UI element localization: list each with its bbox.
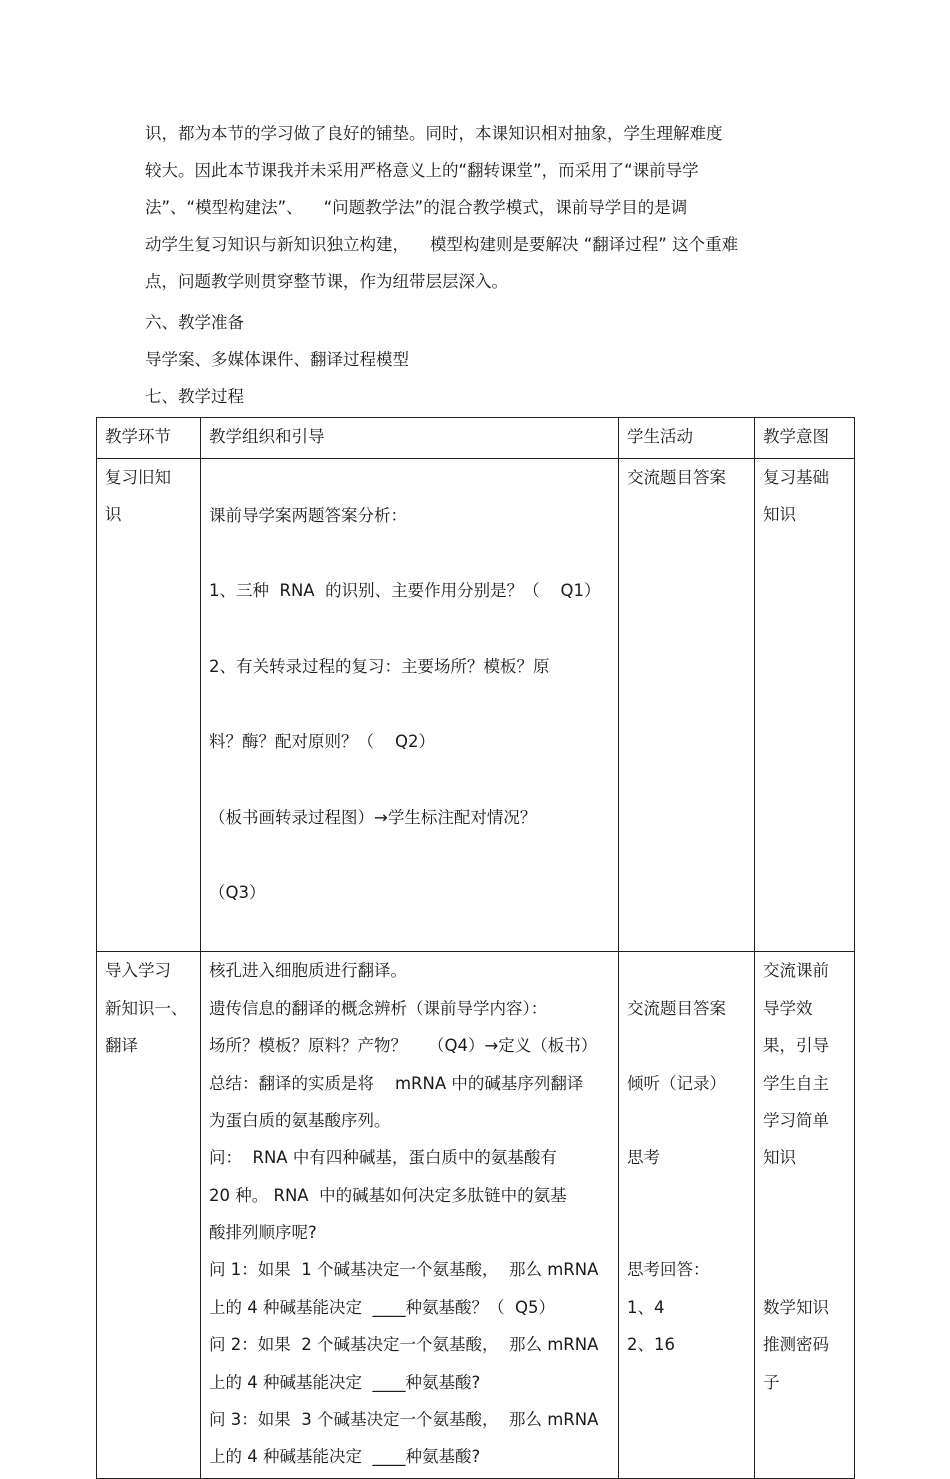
- activity-cell: [619, 459, 755, 952]
- cell-line: 上的 4 种碱基能决定 ____种氨基酸？（ Q5）: [209, 1297, 555, 1317]
- cell-line: 上的 4 种碱基能决定 ____种氨基酸?: [209, 1447, 481, 1467]
- cell-line: 复习基础: [763, 468, 829, 487]
- cell-line: 酸排列顺序呢?: [209, 1223, 317, 1243]
- cell-line: 2、有关转录过程的复习：主要场所？模板？原: [209, 656, 550, 676]
- cell-line: 数学知识: [763, 1297, 829, 1317]
- cell-line: 核孔进入细胞质进行翻译。: [209, 961, 407, 981]
- header-cell-guide: 教学组织和引导: [201, 418, 619, 459]
- cell-line: （Q3）: [209, 882, 266, 902]
- stage-cell: [97, 952, 201, 1478]
- cell-line: 2、16: [627, 1335, 675, 1355]
- cell-line: 为蛋白质的氨基酸序列。: [209, 1110, 391, 1130]
- cell-line: 学生自主: [763, 1073, 829, 1093]
- cell-line: 知识: [763, 1148, 796, 1168]
- teaching-process-table: [96, 417, 855, 1479]
- table-header-row: [97, 418, 855, 459]
- section6-title: 六、教学准备: [145, 313, 244, 332]
- activity-cell: [619, 952, 755, 1478]
- paragraph-line: 法”、“模型构建法”、 “问题教学法”的混合教学模式，课前导学目的是调: [145, 198, 688, 217]
- cell-line: 导入学习: [105, 961, 171, 981]
- intent-cell: [755, 952, 855, 1478]
- cell-line: 课前导学案两题答案分析：: [209, 506, 407, 525]
- cell-line: 上的 4 种碱基能决定 ____种氨基酸?: [209, 1372, 481, 1392]
- cell-line: [763, 1214, 846, 1251]
- paragraph-line: 识，都为本节的学习做了良好的铺垫。同时，本课知识相对抽象，学生理解难度: [145, 124, 723, 143]
- cell-line: 交流题目答案: [627, 998, 726, 1018]
- cell-line: 导学效: [763, 998, 813, 1018]
- cell-line: 思考: [627, 1148, 660, 1168]
- cell-line: 学习简单: [763, 1110, 829, 1130]
- header-cell-stage: 教学环节: [97, 418, 201, 459]
- cell-line: 问 3：如果 3 个碱基决定一个氨基酸， 那么 mRNA: [209, 1410, 599, 1430]
- intent-cell: [755, 459, 855, 952]
- cell-line: 知识: [763, 505, 796, 525]
- cell-line: [627, 952, 746, 989]
- guide-cell: [201, 952, 619, 1478]
- intro-paragraph: [145, 115, 815, 300]
- section7-title: 七、教学过程: [145, 387, 244, 406]
- cell-line: 交流题目答案: [627, 468, 726, 487]
- cell-line: 问 1：如果 1 个碱基决定一个氨基酸， 那么 mRNA: [209, 1260, 599, 1280]
- paragraph-line: 较大。因此本节课我并未采用严格意义上的“翻转课堂”，而采用了“课前导学: [145, 161, 699, 180]
- cell-line: 思考回答：: [627, 1260, 710, 1280]
- cell-line: 复习旧知: [105, 468, 171, 487]
- guide-cell: [201, 459, 619, 952]
- paragraph-line: 动学生复习知识与新知识独立构建， 模型构建则是要解决 “翻译过程” 这个重难: [145, 235, 739, 254]
- cell-line: [627, 1177, 746, 1214]
- cell-line: 1、三种 RNA 的识别、主要作用分别是？（ Q1）: [209, 581, 601, 601]
- paragraph-line: 点，问题教学则贯穿整节课，作为纽带层层深入。: [145, 272, 508, 291]
- stage-cell: [97, 459, 201, 952]
- cell-line: 果，引导: [763, 1036, 829, 1056]
- cell-line: [763, 1177, 846, 1214]
- header-cell-intent: 教学意图: [755, 418, 855, 459]
- cell-line: 倾听（记录）: [627, 1073, 726, 1093]
- cell-line: [627, 1214, 746, 1251]
- cell-line: 场所？模板？原料？产物？ （Q4）→定义（板书）: [209, 1036, 598, 1056]
- table-row: [97, 952, 855, 1478]
- cell-line: 1、4: [627, 1297, 665, 1317]
- cell-line: 交流课前: [763, 961, 829, 981]
- section6-content: 导学案、多媒体课件、翻译过程模型: [145, 350, 409, 369]
- cell-line: 20 种。 RNA 中的碱基如何决定多肽链中的氨基: [209, 1185, 567, 1205]
- cell-line: 翻译: [105, 1036, 138, 1056]
- cell-line: [627, 1102, 746, 1139]
- cell-line: 问： RNA 中有四种碱基，蛋白质中的氨基酸有: [209, 1148, 557, 1168]
- cell-line: 推测密码: [763, 1335, 829, 1355]
- cell-line: [763, 1251, 846, 1288]
- cell-line: 总结：翻译的实质是将 mRNA 中的碱基序列翻译: [209, 1073, 584, 1093]
- cell-line: （板书画转录过程图）→学生标注配对情况？: [209, 807, 537, 827]
- header-cell-activity: 学生活动: [619, 418, 755, 459]
- cell-line: 子: [763, 1372, 780, 1392]
- cell-line: 料？酶？配对原则？（ Q2）: [209, 732, 435, 752]
- table-row: [97, 459, 855, 952]
- cell-line: 新知识一、: [105, 998, 188, 1018]
- cell-line: 遗传信息的翻译的概念辨析（课前导学内容）：: [209, 998, 548, 1018]
- cell-line: 识: [105, 505, 122, 525]
- cell-line: 问 2：如果 2 个碱基决定一个氨基酸， 那么 mRNA: [209, 1335, 599, 1355]
- cell-line: [627, 1027, 746, 1064]
